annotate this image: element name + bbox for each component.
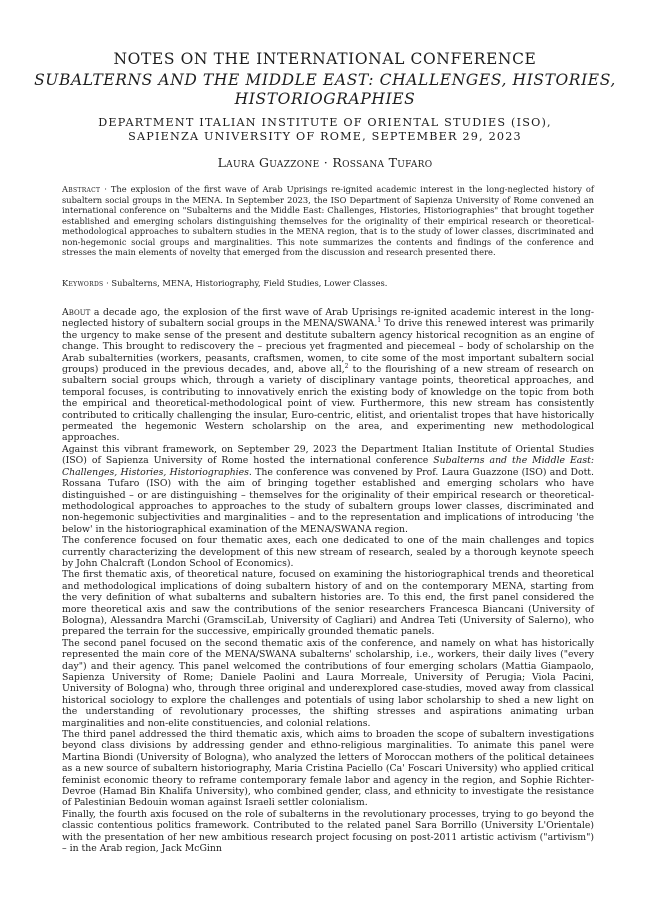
- paragraph-2-text-a: Against this vibrant framework, on September 29, 2023 the Department Italian Institute of Oriental Studies (ISO) of Sapienza University of Rome hosted the international conference: [62, 443, 594, 467]
- footnote-ref-2[interactable]: 2: [344, 362, 349, 370]
- keywords-text: · Subalterns, MENA, Historiography, Field Studies, Lower Classes.: [103, 278, 388, 288]
- keywords: [62, 278, 594, 289]
- paragraph-3: The conference focused on four thematic axes, each one dedicated to one of the main challenges and topics currently characterizing the development of this new stream of research, sealed by a thorough keynote speech by John Chalcraft (London School of Economics).: [62, 535, 594, 569]
- paragraph-1-lead: About: [62, 307, 91, 318]
- department-line1: DEPARTMENT ITALIAN INSTITUTE OF ORIENTAL STUDIES (ISO),: [98, 116, 552, 129]
- conference-subtitle-line1: SUBALTERNS AND THE MIDDLE EAST: CHALLENGES, HISTORIES,: [34, 71, 616, 89]
- paragraph-2: [62, 444, 594, 535]
- conference-subtitle-line2: HISTORIOGRAPHIES: [234, 90, 416, 108]
- footnote-ref-1[interactable]: 1: [377, 317, 382, 325]
- department-line2: SAPIENZA UNIVERSITY OF ROME, SEPTEMBER 29, 2023: [128, 130, 522, 143]
- paragraph-1: [62, 307, 594, 444]
- keywords-label: Keywords: [62, 278, 104, 288]
- conference-title-italic: Subalterns and the Middle East: Challenges, Histories, Historiographies.: [62, 455, 594, 478]
- article-body: [62, 307, 594, 855]
- abstract: [62, 184, 594, 258]
- paragraph-2-text-b: The conference was convened by Prof. Laura Guazzone (ISO) and Dott. Rossana Tufaro (ISO) with the aim of bringing together established and emerging scholars who have distinguished – or are distinguishing – themselves for the originality of their empirical research or theoretical-methodological approaches to approaches to the study of subaltern groups lower classes, discriminated and non-hegemonic subjectivities and marginalities – and to the representation and implications of introducing 'the below' in the historiographical examination of the MENA/SWANA region.: [62, 466, 595, 535]
- abstract-text: · The explosion of the first wave of Arab Uprisings re-ignited academic interest in the long-neglected history of subaltern social groups in the MENA. In September 2023, the ISO Department of Sapienza University of Rome convened an international conference on "Subalterns and the Middle East: Challenges, Histories, Historiographies" that brought together established and emerging scholars distinguishing themselves for the originality of their empirical research or theoretical-methodological approaches to subaltern studies in the MENA region, that is to the study of lower classes, discriminated and non-hegemonic social groups and marginalities. This note summarizes the contents and findings of the conference and stresses the main elements of novelty that emerged from the discussion and research presented there.: [62, 184, 594, 257]
- abstract-label: Abstract: [62, 184, 101, 194]
- paragraph-1-text-c: to the flourishing of a new stream of research on subaltern social groups which, through a variety of disciplinary vantage points, theoretical approaches, and temporal focuses, is contributing to innovatively enrich the existing body of knowledge on the topic from both the empirical and theoretical-methodological point of view. Furthermore, this new stream has consistently contributed to critically challenging the insular, Euro-centric, elitist, and orientalist tropes that have historically permeated the hegemonic Western scholarship on the area, and experimenting new methodological approaches.: [62, 364, 594, 444]
- paragraph-1-text-a: a decade ago, the explosion of the first wave of Arab Uprisings re-ignited academic interest in the long-neglected history of subaltern social groups in the MENA/SWANA.: [62, 307, 594, 330]
- paragraph-5: The second panel focused on the second thematic axis of the conference, and namely on what has historically represented the main core of the MENA/SWANA subalterns' scholarship, i.e., workers, their daily lives ("every day") and their agency. This panel welcomed the contributions of four emerging scholars (Mattia Giampaolo, Sapienza University of Rome; Daniele Paolini and Laura Morreale, University of Perugia; Viola Pacini, University of Bologna) who, through three original and underexplored case-studies, moved away from classical historical sociology to explore the challenges and potentials of using labor scholarship to shed a new light on the understanding of revolutionary processes, the shifting stresses and aspirations animating urban marginalities and non-elite constituencies, and colonial relations.: [62, 637, 594, 729]
- authors: Laura Guazzone · Rossana Tufaro: [217, 155, 433, 170]
- paragraph-1-text-b: To drive this renewed interest was primarily the urgency to make sense of the present and destitute subaltern agency historical recognition as an engine of change. This brought to rediscovery the – precious yet fragmented and piecemeal – body of scholarship on the Arab subalternities (workers, peasants, craftsmen, women, to cite some of the most important subaltern social groups) produced in the previous decades, and, above all,: [62, 318, 594, 376]
- paragraph-4: The first thematic axis, of theoretical nature, focused on examining the historiographical trends and theoretical and methodological implications of doing subaltern history of and on the contemporary MENA, starting from the very definition of what subalterns and subaltern histories are. To this end, the first panel considered the more theoretical axis and saw the contributions of the senior researchers Francesca Biancani (University of Bologna), Alessandra Marchi (GramsciLab, University of Cagliari) and Andrea Teti (University of Salerno), who prepared the terrain for the successive, empirically grounded thematic panels.: [62, 569, 594, 638]
- page-title: NOTES ON THE INTERNATIONAL CONFERENCE: [113, 50, 537, 68]
- paragraph-7: Finally, the fourth axis focused on the role of subalterns in the revolutionary processes, trying to go beyond the classic contentious politics framework. Contributed to the related panel Sara Borrillo (University L'Orientale) with the presentation of her new ambitious research project focusing on post-2011 artistic activism ("artivism") – in the Arab region, Jack McGinn: [62, 808, 594, 855]
- paragraph-6: The third panel addressed the third thematic axis, which aims to broaden the scope of subaltern investigations beyond class divisions by addressing gender and ethno-religious marginalities. To animate this panel were Martina Biondi (University of Bologna), who analyzed the letters of Moroccan mothers of the political detainees as a new source of subaltern historiography, Maria Cristina Paciello (Ca' Foscari University) who applied critical feminist economic theory to reframe contemporary female labor and agency in the region, and Sophie Richter-Devroe (Hamad Bin Khalifa University), who combined gender, class, and ethnicity to investigate the resistance of Palestinian Bedouin woman against Israeli settler colonialism.: [62, 729, 594, 809]
